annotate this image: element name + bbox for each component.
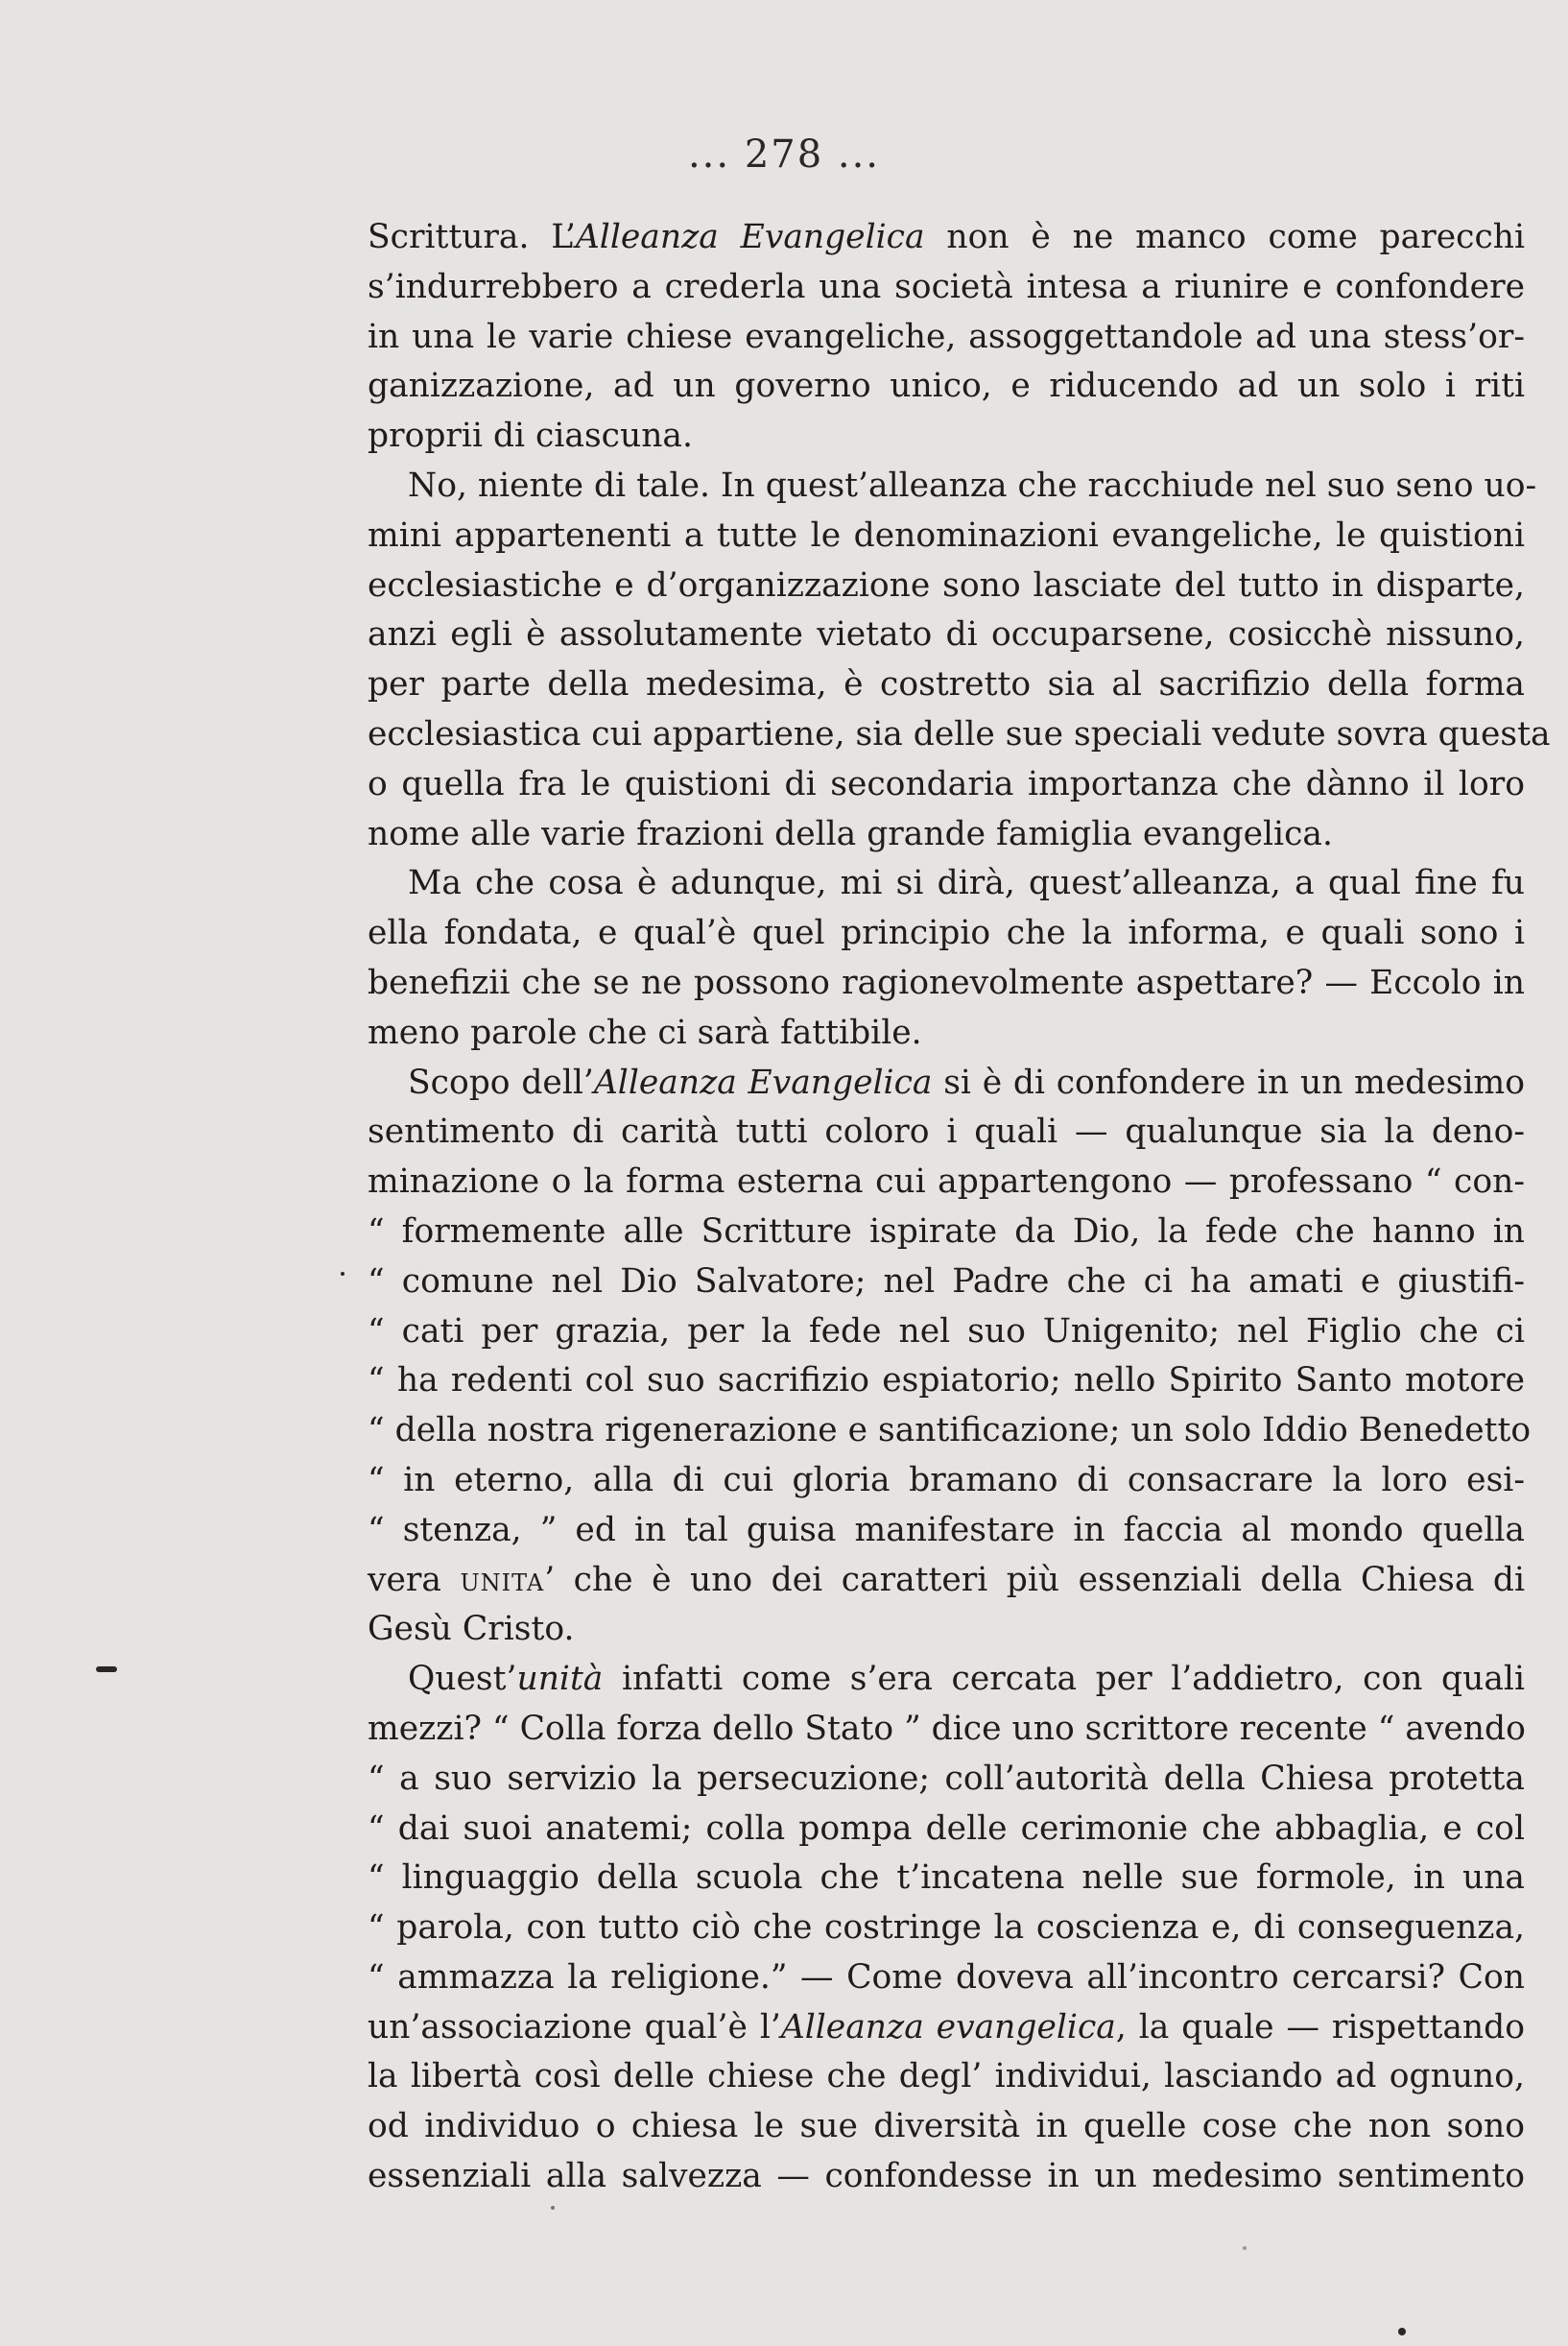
text-line: in una le varie chiese evangeliche, assoggettandole ad una stess’or- bbox=[368, 317, 1525, 356]
text-line: mezzi? “ Colla forza dello Stato ” dice uno scrittore recente “ avendo bbox=[368, 1709, 1526, 1748]
text-line: sentimento di carità tutti coloro i quali — qualunque sia la deno- bbox=[368, 1113, 1525, 1152]
body-text bbox=[368, 213, 1551, 2202]
text-line: “ dai suoi anatemi; colla pompa delle cerimonie che abbaglia, e col bbox=[368, 1808, 1525, 1848]
text-line: ganizzazione, ad un governo unico, e riducendo ad un solo i riti bbox=[368, 367, 1525, 406]
text-line: mini appartenenti a tutte le denominazioni evangeliche, le quistioni bbox=[368, 515, 1525, 555]
text-run: ’ che è uno dei caratteri più essenziali della Chiesa di bbox=[544, 1560, 1525, 1599]
text-line: Ma che cosa è adunque, mi si dirà, quest’alleanza, a qual fine fu bbox=[408, 864, 1525, 903]
text-line: la libertà così delle chiese che degl’ individui, lasciando ad ognuno, bbox=[368, 2057, 1525, 2096]
text-line bbox=[368, 2003, 1525, 2053]
page-number: ... 278 ... bbox=[687, 132, 881, 177]
text-line: od individuo o chiesa le sue diversità in quelle cose che non sono bbox=[368, 2107, 1525, 2146]
paper-speck bbox=[341, 1272, 344, 1276]
text-line: ecclesiastica cui appartiene, sia delle sue speciali vedute sovra questa bbox=[368, 714, 1551, 754]
italic-title: Alleanza evangelica bbox=[780, 2007, 1116, 2047]
italic-title: Alleanza Evangelica bbox=[593, 1063, 933, 1102]
italic-word: unità bbox=[516, 1660, 604, 1699]
text-line: “ ha redenti col suo sacrifizio espiatorio; nello Spirito Santo motore bbox=[368, 1361, 1525, 1400]
text-line: “ ammazza la religione.” — Come doveva all’incontro cercarsi? Con bbox=[368, 1957, 1525, 1997]
text-run: si è di confondere in un medesimo bbox=[932, 1063, 1526, 1102]
text-line: “ formemente alle Scritture ispirate da Dio, la fede che hanno in bbox=[368, 1211, 1525, 1251]
text-line: o quella fra le quistioni di secondaria importanza che dànno il loro bbox=[368, 764, 1525, 803]
text-run: infatti come s’era cercata per l’addietro, con quali bbox=[603, 1660, 1525, 1699]
text-line: benefizii che se ne possono ragionevolmente aspettare? — Eccolo in bbox=[368, 963, 1525, 1002]
text-line bbox=[368, 1556, 1525, 1606]
paper-speck bbox=[1398, 2328, 1406, 2335]
text-line bbox=[368, 1655, 1525, 1705]
text-run: vera bbox=[368, 1560, 461, 1599]
text-line: No, niente di tale. In quest’alleanza che racchiude nel suo seno uo- bbox=[408, 466, 1537, 505]
text-line: “ comune nel Dio Salvatore; nel Padre che ci ha amati e giustifi- bbox=[368, 1261, 1525, 1301]
paper-speck bbox=[1243, 2246, 1247, 2250]
text-line: anzi egli è assolutamente vietato di occuparsene, cosicchè nissuno, bbox=[368, 615, 1525, 655]
text-line bbox=[368, 1059, 1525, 1109]
text-run: Scrittura. L’ bbox=[368, 218, 576, 256]
text-line: per parte della medesima, è costretto sia al sacrifizio della forma bbox=[368, 665, 1525, 705]
text-line: meno parole che ci sarà fattibile. bbox=[368, 1013, 922, 1052]
text-run: , la quale — rispettando bbox=[1115, 2007, 1526, 2047]
text-line: “ della nostra rigenerazione e santificazione; un solo Iddio Benedetto bbox=[368, 1411, 1532, 1450]
italic-title: Alleanza Evangelica bbox=[575, 218, 925, 256]
text-line: Gesù Cristo. bbox=[368, 1610, 575, 1649]
text-line: essenziali alla salvezza — confondesse in un medesimo sentimento bbox=[368, 2157, 1525, 2196]
text-line: minazione o la forma esterna cui appartengono — professano “ con- bbox=[368, 1162, 1525, 1202]
text-run: un’associazione qual’è l’ bbox=[368, 2007, 781, 2047]
text-run: non è ne manco come parecchi bbox=[924, 218, 1526, 256]
text-line: s’indurrebbero a crederla una società intesa a riunire e confondere bbox=[368, 267, 1525, 306]
text-run: Quest’ bbox=[408, 1660, 517, 1699]
text-run: Scopo dell’ bbox=[408, 1063, 594, 1102]
text-line bbox=[368, 213, 1525, 263]
small-caps-word: unita bbox=[460, 1560, 545, 1599]
text-line: “ in eterno, alla di cui gloria bramano di consacrare la loro esi- bbox=[368, 1460, 1525, 1499]
text-line: “ parola, con tutto ciò che costringe la coscienza e, di conseguenza, bbox=[368, 1908, 1525, 1948]
paper-speck bbox=[551, 2206, 555, 2210]
text-line: “ a suo servizio la persecuzione; coll’autorità della Chiesa protetta bbox=[368, 1759, 1525, 1798]
text-line: ecclesiastiche e d’organizzazione sono lasciate del tutto in disparte, bbox=[368, 565, 1525, 605]
text-line: “ stenza, ” ed in tal guisa manifestare in faccia al mondo quella bbox=[368, 1510, 1525, 1549]
paper-speck bbox=[96, 1666, 117, 1672]
text-line: ella fondata, e qual’è quel principio che la informa, e quali sono i bbox=[368, 914, 1525, 953]
text-line: proprii di ciascuna. bbox=[368, 417, 693, 456]
text-line: nome alle varie frazioni della grande famiglia evangelica. bbox=[368, 814, 1333, 853]
text-line: “ linguaggio della scuola che t’incatena nelle sue formole, in una bbox=[368, 1858, 1525, 1898]
text-line: “ cati per grazia, per la fede nel suo Unigenito; nel Figlio che ci bbox=[368, 1311, 1525, 1351]
